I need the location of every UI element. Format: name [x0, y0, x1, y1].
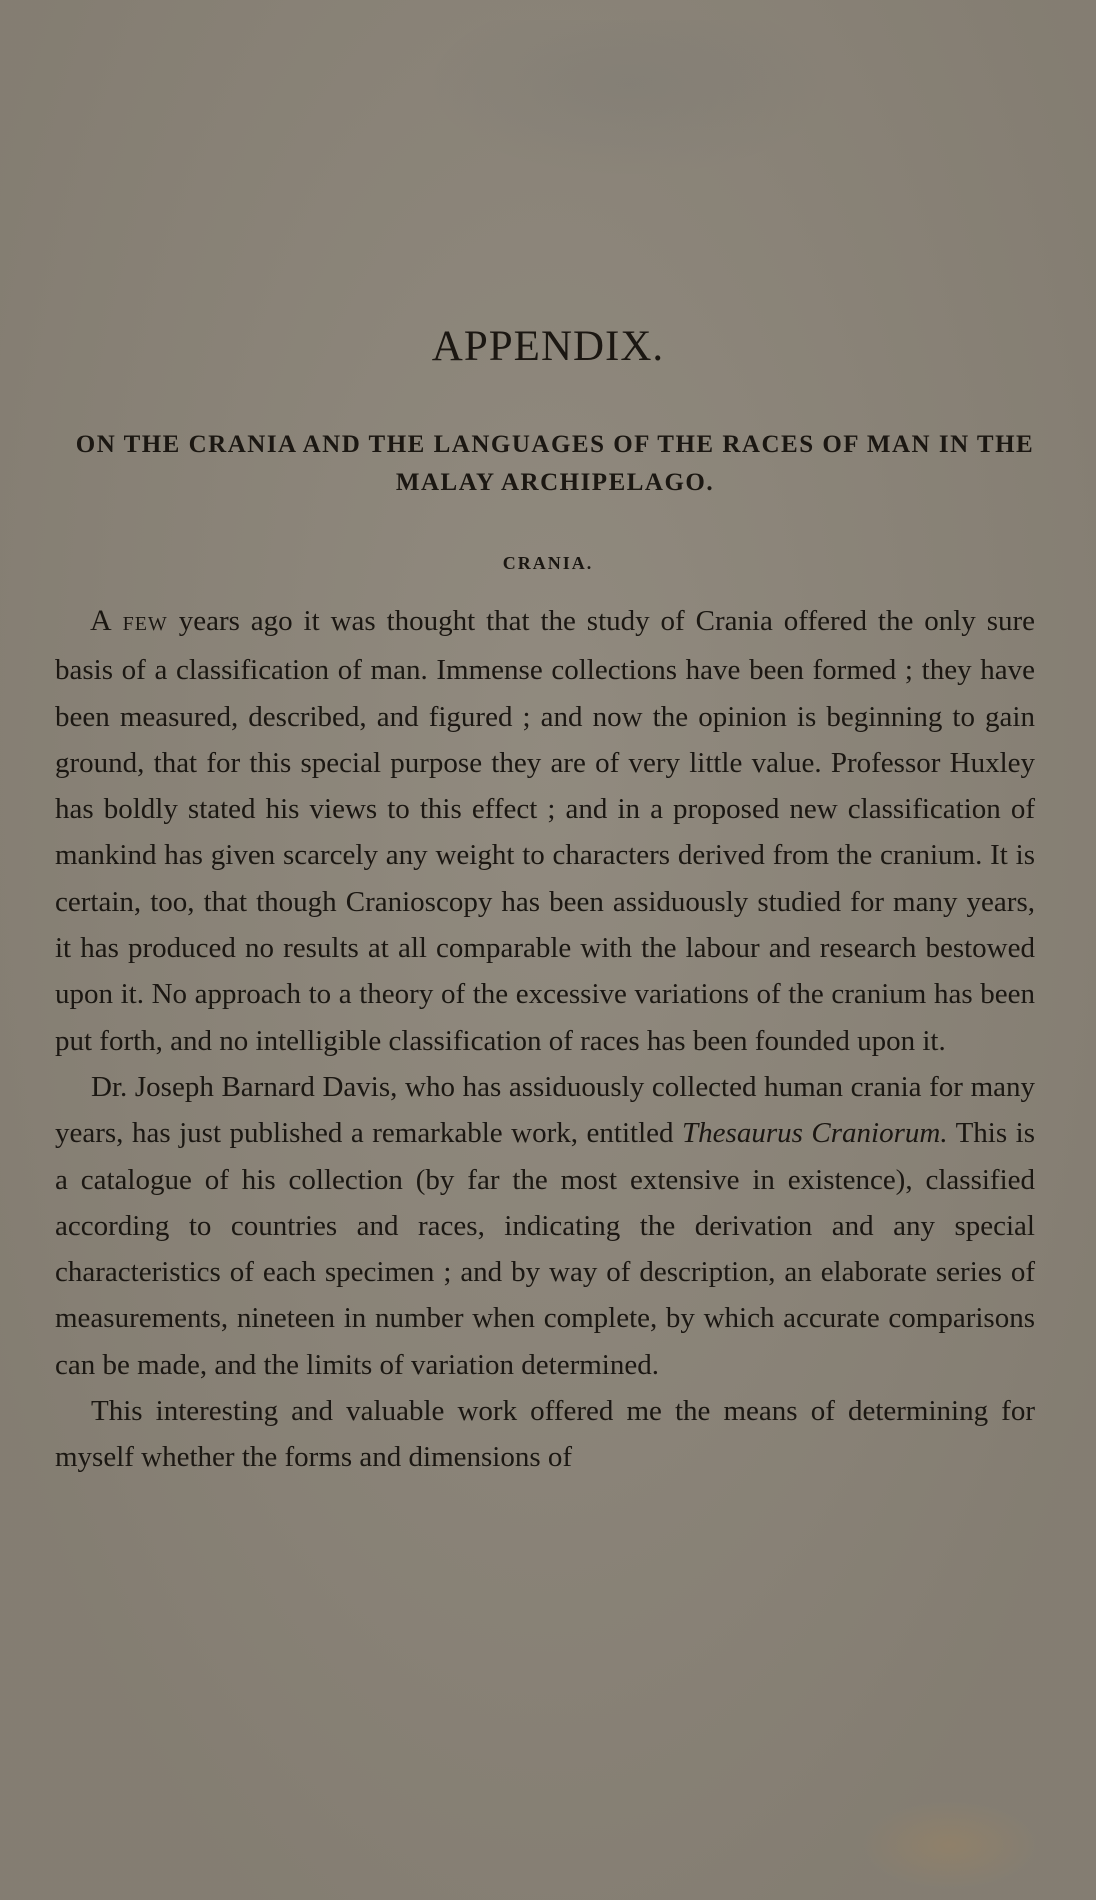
- bleed-through-mark: [420, 20, 840, 180]
- section-heading: CRANIA.: [502, 553, 594, 573]
- paragraph-1-text: years ago it was thought that the study of Crania offered the only sure basis of a classification of man. Immense collections have been formed ; they have been measured, described, and figured ; and now the opinion is beginning to gain ground, that for this special purpose they are of very little value. Professor Huxley has boldly stated his views to this effect ; and in a proposed new classification of mankind has given scarcely any weight to characters derived from the cranium. It is certain, too, that though Cranioscopy has been assiduously studied for many years, it has produced no results at all comparable with the labour and research bestowed upon it. No approach to a theory of the excessive variations of the cranium has been put forth, and no intelligible classification of races has been founded upon it.: [55, 605, 1036, 1057]
- body-text: [55, 598, 1035, 1481]
- paper-stain: [860, 1800, 1040, 1890]
- book-title-italic: Thesaurus Craniorum.: [682, 1117, 948, 1150]
- paragraph-2-text-start: Dr. Joseph Barnard Davis, who has assiduously collected human crania for many years, has just published a remarkable work, entitled: [55, 1070, 1035, 1150]
- paragraph-2-text-end: This is a catalogue of his collection (by far the most extensive in existence), classified according to countries and races, indicating the derivation and any special characteristics of each specimen ; and by way of description, an elaborate series of measurements, nineteen in number when complete, by which accurate comparisons can be made, and the limits of variation determined.: [55, 1117, 1035, 1381]
- page-title: APPENDIX.: [431, 323, 665, 370]
- paragraph-1: [55, 598, 1035, 1064]
- paragraph-initial: A: [90, 604, 112, 637]
- paragraph-2: [55, 1064, 1035, 1388]
- paragraph-3: This interesting and valuable work offered me the means of determining for myself whether the forms and dimensions of: [55, 1395, 1035, 1474]
- small-caps-word: FEW: [122, 613, 168, 635]
- page-subtitle: ON THE CRANIA AND THE LANGUAGES OF THE RACES OF MAN IN THE MALAY ARCHIPELAGO.: [75, 431, 1035, 496]
